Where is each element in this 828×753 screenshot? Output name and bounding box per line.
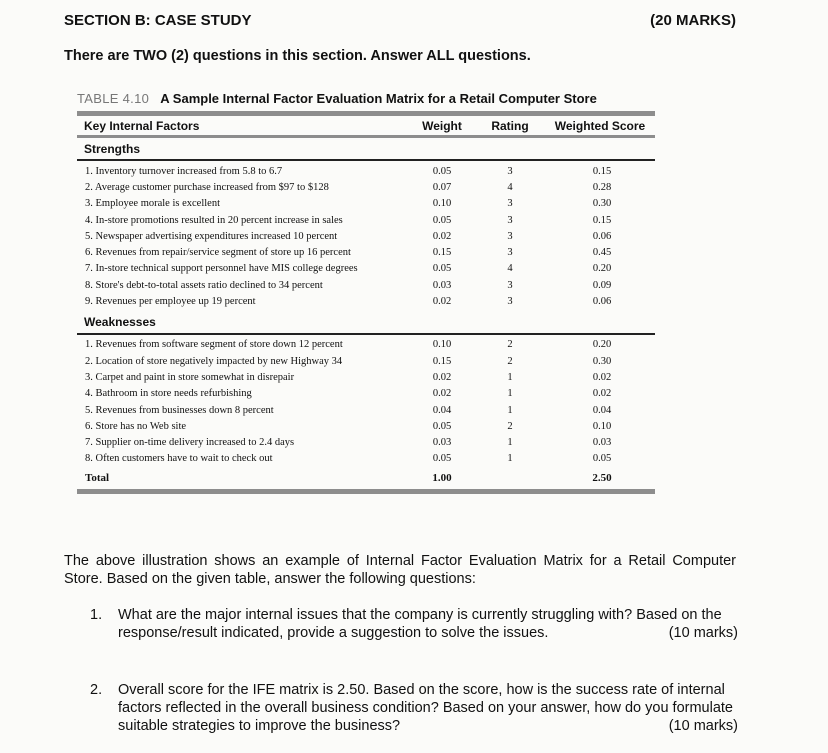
strength-row: [77, 228, 655, 244]
question-text: Overall score for the IFE matrix is 2.50. Based on the score, how is the success rate of internal factors reflected in the overall business condition? Based on your answer, how do you formulate suitable strategies to improve the business?: [118, 682, 733, 734]
weight-value: 0.15: [432, 355, 452, 367]
factor-text: 5. Revenues from businesses down 8 percent: [85, 404, 274, 416]
table-number: TABLE 4.10: [77, 91, 150, 106]
rating-value: 3: [507, 230, 513, 242]
factor-text: 4. In-store promotions resulted in 20 percent increase in sales: [85, 214, 343, 226]
weight-value: 0.05: [432, 263, 452, 275]
factor-text: 9. Revenues per employee up 19 percent: [85, 296, 256, 308]
factor-text: 6. Store has no Web site: [85, 420, 187, 432]
factor-text: 7. In-store technical support personnel have MIS college degrees: [85, 263, 358, 275]
weakness-row: [77, 337, 655, 353]
weighted-score-value: 0.20: [592, 339, 612, 351]
weight-value: 0.10: [432, 339, 452, 351]
weight-value: 0.10: [432, 198, 452, 210]
weight-value: 0.05: [432, 453, 452, 465]
weakness-row: [77, 353, 655, 369]
question-text: What are the major internal issues that the company is currently struggling with? Based on the response/result indicated, provide a suggestion to solve the issues.: [118, 607, 722, 641]
factor-text: 4. Bathroom in store needs refurbishing: [85, 388, 252, 400]
rating-value: 3: [507, 165, 513, 177]
weakness-row: [77, 434, 655, 450]
factor-text: 2. Average customer purchase increased from $97 to $128: [85, 181, 329, 193]
weight-value: 0.03: [432, 279, 452, 291]
section-instructions: There are TWO (2) questions in this section. Answer ALL questions.: [64, 48, 531, 64]
weight-value: 0.05: [432, 165, 452, 177]
weighted-score-value: 0.15: [592, 214, 612, 226]
weakness-row: [77, 369, 655, 385]
weighted-score-value: 0.09: [592, 279, 612, 291]
column-header-rating: Rating: [491, 118, 529, 133]
question-marks: (10 marks): [668, 625, 738, 641]
weighted-score-value: 0.04: [592, 404, 612, 416]
factor-text: 8. Often customers have to wait to check out: [85, 453, 273, 465]
question-number: 1.: [90, 607, 103, 623]
factor-text: 3. Employee morale is excellent: [85, 198, 220, 210]
weight-value: 0.05: [432, 214, 452, 226]
column-header-weight: Weight: [422, 118, 462, 133]
strength-row: [77, 196, 655, 212]
rating-value: 3: [507, 198, 513, 210]
case-description: The above illustration shows an example of Internal Factor Evaluation Matrix for a Retail Computer Store. Based on the given table, answer the following questions:: [64, 553, 736, 587]
rating-value: 3: [507, 247, 513, 259]
total-weight: 1.00: [432, 472, 452, 485]
factor-text: 2. Location of store negatively impacted by new Highway 34: [85, 355, 343, 367]
weighted-score-value: 0.03: [592, 437, 612, 449]
rating-value: 1: [507, 371, 513, 383]
section-header: [64, 12, 736, 32]
table-caption: [77, 91, 655, 111]
weighted-score-value: 0.45: [592, 247, 612, 259]
question-1: [90, 606, 738, 642]
weighted-score-value: 0.10: [592, 420, 612, 432]
weight-value: 0.02: [432, 371, 452, 383]
question-2: [90, 681, 738, 735]
rating-value: 1: [507, 453, 513, 465]
weighted-score-value: 0.06: [592, 230, 612, 242]
factor-text: 5. Newspaper advertising expenditures increased 10 percent: [85, 230, 338, 242]
weight-value: 0.07: [432, 181, 452, 193]
ife-matrix-table: [77, 91, 655, 494]
rating-value: 3: [507, 214, 513, 226]
factor-text: 3. Carpet and paint in store somewhat in disrepair: [85, 371, 295, 383]
strength-row: [77, 244, 655, 260]
weaknesses-heading: Weaknesses: [84, 315, 156, 330]
rating-value: 1: [507, 437, 513, 449]
weighted-score-value: 0.30: [592, 198, 612, 210]
section-marks: (20 MARKS): [650, 12, 736, 29]
factor-text: 7. Supplier on-time delivery increased to 2.4 days: [85, 437, 295, 449]
strength-row: [77, 163, 655, 179]
weighted-score-value: 0.15: [592, 165, 612, 177]
rating-value: 1: [507, 388, 513, 400]
rating-value: 2: [507, 355, 513, 367]
factor-text: 6. Revenues from repair/service segment of store up 16 percent: [85, 247, 351, 259]
factor-text: 8. Store's debt-to-total assets ratio declined to 34 percent: [85, 279, 323, 291]
weight-value: 0.02: [432, 296, 452, 308]
weighted-score-value: 0.02: [592, 388, 612, 400]
weight-value: 0.02: [432, 388, 452, 400]
section-title: SECTION B: CASE STUDY: [64, 12, 252, 29]
weakness-row: [77, 418, 655, 434]
factor-text: 1. Inventory turnover increased from 5.8 to 6.7: [85, 165, 283, 177]
strength-row: [77, 293, 655, 309]
question-marks: (10 marks): [668, 718, 738, 734]
total-score: 2.50: [592, 472, 612, 485]
weighted-score-value: 0.02: [592, 371, 612, 383]
strength-row: [77, 261, 655, 277]
table-title: A Sample Internal Factor Evaluation Matrix for a Retail Computer Store: [160, 91, 597, 106]
weaknesses-list: [77, 337, 655, 467]
column-header-weighted-score: Weighted Score: [554, 118, 646, 133]
weight-value: 0.04: [432, 404, 452, 416]
table-bottom-rule: [77, 489, 655, 494]
weighted-score-value: 0.06: [592, 296, 612, 308]
weakness-row: [77, 451, 655, 467]
rating-value: 3: [507, 279, 513, 291]
weakness-row: [77, 386, 655, 402]
rating-value: 1: [507, 404, 513, 416]
rating-value: 4: [507, 181, 513, 193]
weight-value: 0.05: [432, 420, 452, 432]
strength-row: [77, 179, 655, 195]
factor-text: 1. Revenues from software segment of store down 12 percent: [85, 339, 343, 351]
weighted-score-value: 0.05: [592, 453, 612, 465]
weighted-score-value: 0.28: [592, 181, 612, 193]
weight-value: 0.15: [432, 247, 452, 259]
rating-value: 2: [507, 420, 513, 432]
question-number: 2.: [90, 682, 103, 698]
rating-value: 3: [507, 296, 513, 308]
strengths-list: [77, 163, 655, 310]
strengths-heading: Strengths: [84, 141, 141, 156]
weakness-row: [77, 402, 655, 418]
weighted-score-value: 0.20: [592, 263, 612, 275]
total-row: [77, 467, 655, 489]
strength-row: [77, 277, 655, 293]
strength-row: [77, 212, 655, 228]
rating-value: 4: [507, 263, 513, 275]
weighted-score-value: 0.30: [592, 355, 612, 367]
weight-value: 0.02: [432, 230, 452, 242]
total-label: Total: [85, 472, 110, 485]
weight-value: 0.03: [432, 437, 452, 449]
column-header-factors: Key Internal Factors: [84, 118, 200, 133]
rating-value: 2: [507, 339, 513, 351]
table-header-row: [77, 116, 655, 135]
